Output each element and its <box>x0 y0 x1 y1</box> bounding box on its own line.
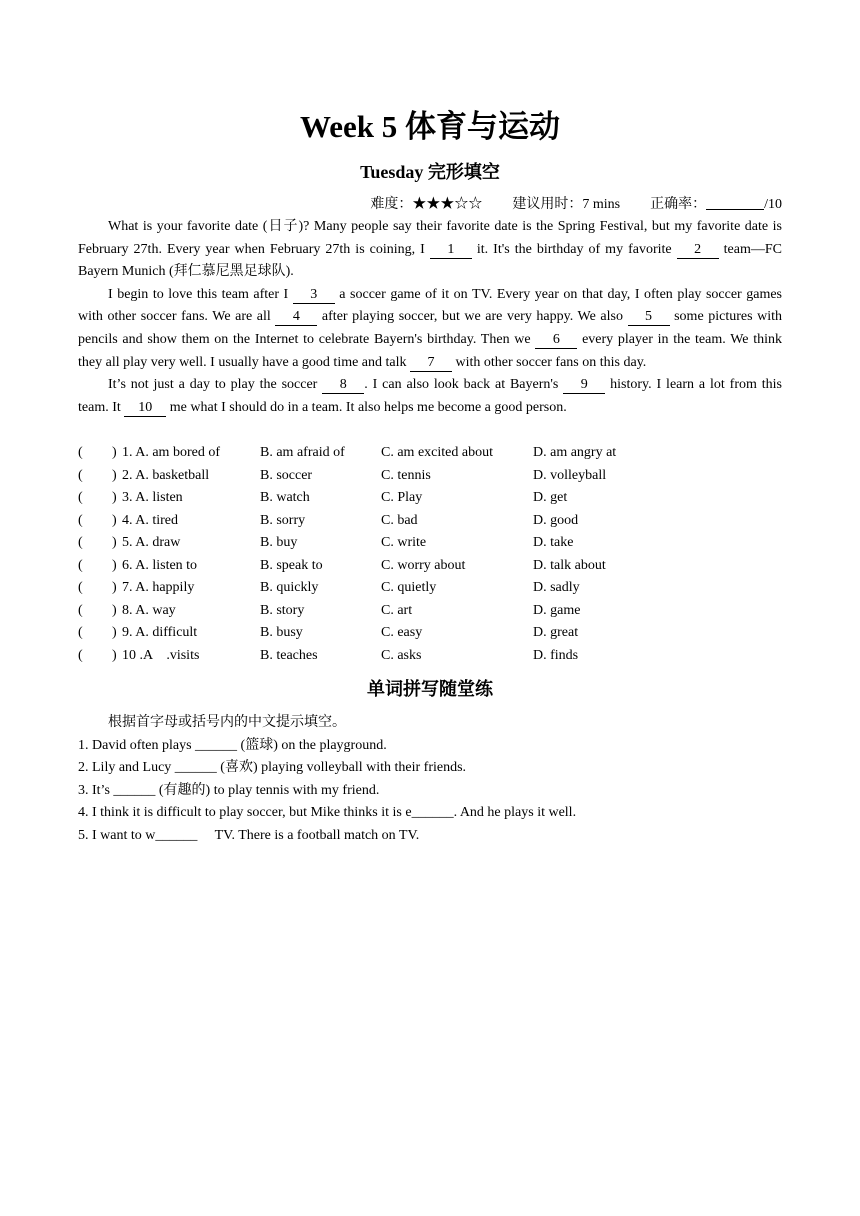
option-a: 4. A. tired <box>122 512 178 528</box>
blank-1: 1 <box>430 241 472 259</box>
option-c: C. Play <box>381 490 423 505</box>
accuracy-label: 正确率： <box>650 197 707 212</box>
option-row <box>78 465 782 488</box>
option-b: B. busy <box>260 625 303 640</box>
answer-paren-open: ( <box>78 580 83 595</box>
blank-3: 3 <box>293 286 335 304</box>
blank-8: 8 <box>322 376 364 394</box>
option-a: 8. A. way <box>122 602 176 618</box>
answer-paren-close: ) <box>112 580 117 595</box>
option-a: 9. A. difficult <box>122 625 198 640</box>
time-label: 建议用时：7 mins <box>512 197 621 212</box>
spelling-item: 2. Lily and Lucy ______ (喜欢) playing volleyball with their friends. <box>78 760 467 776</box>
option-row <box>78 600 782 623</box>
option-c: C. easy <box>381 625 423 640</box>
option-a: 2. A. basketball <box>122 467 210 483</box>
option-b: B. buy <box>260 535 298 550</box>
passage-text: . I can also look back at Bayern's <box>364 377 564 393</box>
option-c: C. bad <box>381 512 418 528</box>
option-row <box>78 510 782 533</box>
option-c: C. am excited about <box>381 445 493 460</box>
option-a: 5. A. draw <box>122 535 181 550</box>
option-row <box>78 532 782 555</box>
option-c: C. worry about <box>381 557 466 573</box>
answer-paren-open: ( <box>78 512 83 528</box>
option-d: D. good <box>533 512 579 528</box>
option-c: C. art <box>381 602 413 618</box>
exercise-meta <box>78 194 782 216</box>
option-d: D. am angry at <box>533 445 617 460</box>
answer-options <box>78 442 782 667</box>
answer-paren-open: ( <box>78 535 83 550</box>
option-a: 10 .A .visits <box>122 647 200 663</box>
option-row <box>78 577 782 600</box>
answer-paren-open: ( <box>78 445 83 460</box>
difficulty-label: 难度：★★★☆☆ <box>370 197 483 212</box>
blank-4: 4 <box>275 308 317 326</box>
passage-text: I begin to love this team after I <box>108 286 293 302</box>
passage-text: history. I learn a lot from this team. It <box>78 377 782 415</box>
passage-paragraph-2 <box>78 284 782 374</box>
answer-paren-open: ( <box>78 625 83 640</box>
option-a: 1. A. am bored of <box>122 445 220 460</box>
option-b: B. soccer <box>260 467 313 483</box>
blank-7: 7 <box>410 354 452 372</box>
answer-paren-open: ( <box>78 467 83 483</box>
cloze-passage <box>78 216 782 419</box>
answer-paren-close: ) <box>112 625 117 640</box>
answer-paren-open: ( <box>78 490 83 505</box>
option-a: 7. A. happily <box>122 580 195 595</box>
passage-text: team—FC Bayern Munich (拜仁慕尼黑足球队). <box>78 241 782 280</box>
option-row <box>78 442 782 465</box>
blank-5: 5 <box>628 308 670 326</box>
option-c: C. write <box>381 535 427 550</box>
option-b: B. speak to <box>260 557 323 573</box>
passage-text: It’s not just a day to play the soccer <box>108 377 323 393</box>
option-c: C. quietly <box>381 580 437 595</box>
blank-6: 6 <box>535 331 577 349</box>
spelling-item: 1. David often plays ______ (篮球) on the playground. <box>78 737 387 753</box>
option-d: D. sadly <box>533 580 580 595</box>
option-row <box>78 555 782 578</box>
answer-paren-close: ) <box>112 512 117 528</box>
option-row <box>78 487 782 510</box>
passage-paragraph-3 <box>78 374 782 419</box>
accuracy-blank <box>706 195 764 210</box>
answer-paren-close: ) <box>112 647 117 663</box>
passage-text: with other soccer fans on this day. <box>452 354 647 370</box>
answer-paren-open: ( <box>78 557 83 573</box>
passage-text: after playing soccer, but we are very happy. We also <box>317 309 628 325</box>
answer-paren-open: ( <box>78 647 83 663</box>
answer-paren-close: ) <box>112 557 117 573</box>
option-b: B. am afraid of <box>260 445 345 460</box>
passage-text: some pictures with pencils and show them on the Internet to celebrate Bayern's birthday. Then we <box>78 309 782 347</box>
option-row <box>78 645 782 668</box>
page-subtitle: Tuesday 完形填空 <box>360 162 500 182</box>
option-d: D. get <box>533 490 568 505</box>
answer-paren-close: ) <box>112 490 117 505</box>
option-b: B. story <box>260 602 305 618</box>
option-c: C. asks <box>381 647 422 663</box>
answer-paren-close: ) <box>112 535 117 550</box>
accuracy-total: /10 <box>764 197 782 212</box>
option-row <box>78 622 782 645</box>
spelling-instruction: 根据首字母或括号内的中文提示填空。 <box>108 715 346 730</box>
passage-paragraph-1 <box>78 216 782 284</box>
option-b: B. teaches <box>260 647 318 663</box>
option-d: D. game <box>533 602 581 618</box>
option-a: 6. A. listen to <box>122 557 198 573</box>
option-d: D. finds <box>533 647 579 663</box>
passage-text: it. It's the birthday of my favorite <box>471 241 677 257</box>
spelling-item: 3. It’s ______ (有趣的) to play tennis with my friend. <box>78 782 380 798</box>
option-d: D. take <box>533 535 574 550</box>
passage-text: What is your favorite date (日子)? Many people say their favorite date is the Spring Festival, but my favorite date is February 27th. Every year when February 27th is coining, I <box>78 219 782 257</box>
spelling-section-title: 单词拼写随堂练 <box>367 679 493 700</box>
blank-2: 2 <box>677 241 719 259</box>
option-c: C. tennis <box>381 467 431 483</box>
option-d: D. talk about <box>533 557 606 573</box>
answer-paren-close: ) <box>112 467 117 483</box>
blank-10: 10 <box>124 399 166 417</box>
answer-paren-close: ) <box>112 445 117 460</box>
option-d: D. volleyball <box>533 467 607 483</box>
blank-9: 9 <box>563 376 605 394</box>
passage-text: every player in the team. We think they all play very well. I usually have a good time and talk <box>78 331 783 370</box>
option-d: D. great <box>533 625 579 640</box>
answer-paren-open: ( <box>78 602 83 618</box>
option-b: B. quickly <box>260 580 319 595</box>
option-a: 3. A. listen <box>122 490 183 505</box>
passage-text: a soccer game of it on TV. Every year on that day, I often play soccer games with other soccer fans. We are all <box>78 286 783 325</box>
spelling-exercise <box>78 712 782 848</box>
spelling-item: 5. I want to w______ TV. There is a football match on TV. <box>78 827 420 843</box>
option-b: B. watch <box>260 490 310 505</box>
spelling-item: 4. I think it is difficult to play soccer, but Mike thinks it is e______. And he plays it well. <box>78 805 577 821</box>
passage-text: me what I should do in a team. It also helps me become a good person. <box>166 399 567 415</box>
answer-paren-close: ) <box>112 602 117 618</box>
page-title: Week 5 体育与运动 <box>299 109 561 144</box>
option-b: B. sorry <box>260 512 306 528</box>
